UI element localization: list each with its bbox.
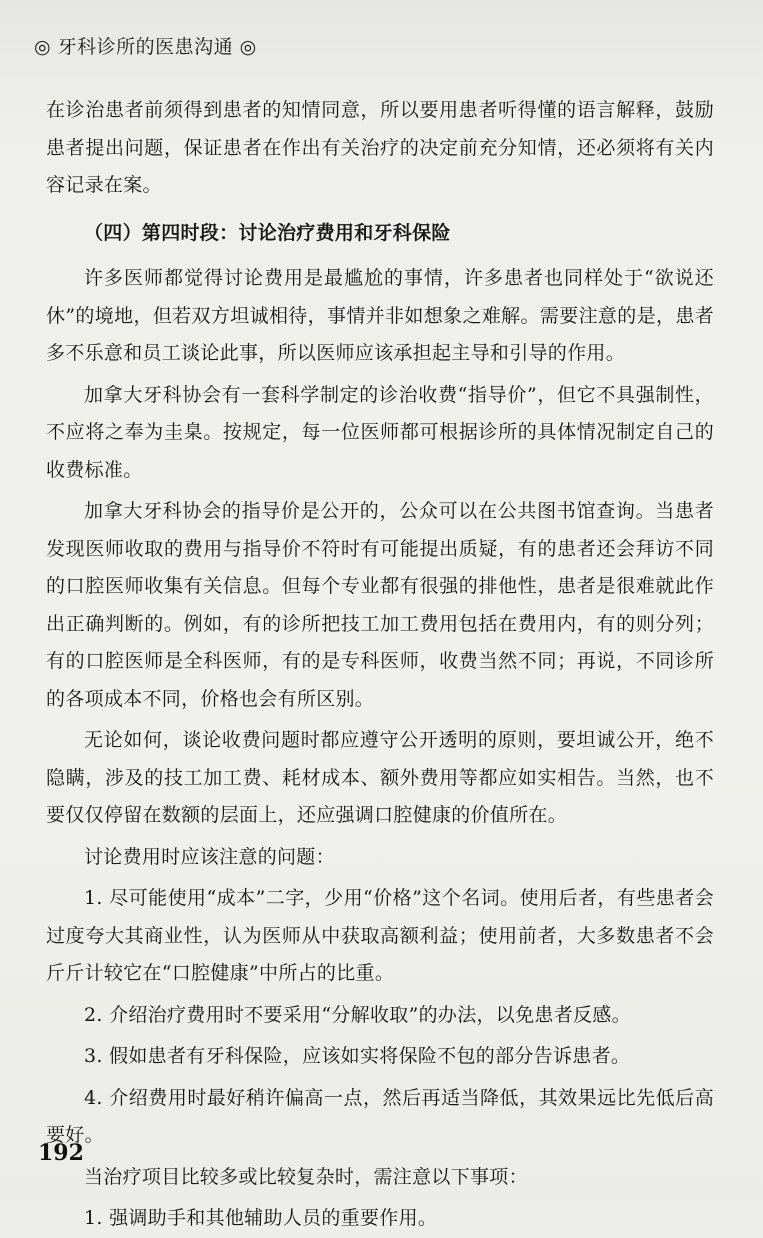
paragraph-awkward-topic: 许多医师都觉得讨论费用是最尴尬的事情，许多患者也同样处于“欲说还休”的境地，但若双方坦诚相待，事情并非如想象之难解。需要注意的是，患者多不乐意和员工谈论此事，所以医师应该承担起主导和引导的作用。: [46, 267, 714, 364]
list-item-complex-1: 1. 强调助手和其他辅助人员的重要作用。: [84, 1207, 438, 1229]
intro-paragraph: 在诊治患者前须得到患者的知情同意，所以要用患者听得懂的语言解释，鼓励患者提出问题，保证患者在作出有关治疗的决定前充分知情，还必须将有关内容记录在案。: [46, 99, 714, 196]
page-body: [46, 92, 714, 1238]
paragraph-public-guide: 加拿大牙科协会的指导价是公开的，公众可以在公共图书馆查询。当患者发现医师收取的费用与指导价不符时有可能提出质疑，有的患者还会拜访不同的口腔医师收集有关信息。但每个专业都有很强的排他性，患者是很难就此作出正确判断的。例如，有的诊所把技工加工费用包括在费用内，有的则分列；有的口腔医师是全科医师，有的是专科医师，收费当然不同；再说，不同诊所的各项成本不同，价格也会有所区别。: [46, 500, 714, 710]
paragraph-issues-intro: 讨论费用时应该注意的问题：: [84, 845, 335, 868]
running-header: ◎ 牙科诊所的医患沟通 ◎: [34, 36, 257, 58]
list-item-4: 4. 介绍费用时最好稍许偏高一点，然后再适当降低，其效果远比先低后高要好。: [46, 1086, 714, 1146]
list-item-1: 1. 尽可能使用“成本”二字，少用“价格”这个名词。使用后者，有些患者会过度夸大其商业性，认为医师从中获取高额利益；使用前者，大多数患者不会斤斤计较它在“口腔健康”中所占的比重。: [46, 887, 714, 984]
paragraph-transparency: 无论如何，谈论收费问题时都应遵守公开透明的原则，要坦诚公开，绝不隐瞒，涉及的技工加工费、耗材成本、额外费用等都应如实相告。当然，也不要仅仅停留在数额的层面上，还应强调口腔健康的价值所在。: [46, 729, 714, 826]
paragraph-complex-treatment: 当治疗项目比较多或比较复杂时，需注意以下事项：: [84, 1165, 528, 1188]
page-number: 192: [38, 1140, 84, 1166]
paragraph-guide-price: 加拿大牙科协会有一套科学制定的诊治收费“指导价”，但它不具强制性，不应将之奉为圭臬。按规定，每一位医师都可根据诊所的具体情况制定自己的收费标准。: [46, 383, 714, 481]
section-heading: （四）第四时段：讨论治疗费用和牙科保险: [84, 221, 451, 244]
list-item-3: 3. 假如患者有牙科保险，应该如实将保险不包的部分告诉患者。: [84, 1045, 631, 1067]
list-item-2: 2. 介绍治疗费用时不要采用“分解收取”的办法，以免患者反感。: [84, 1003, 631, 1026]
